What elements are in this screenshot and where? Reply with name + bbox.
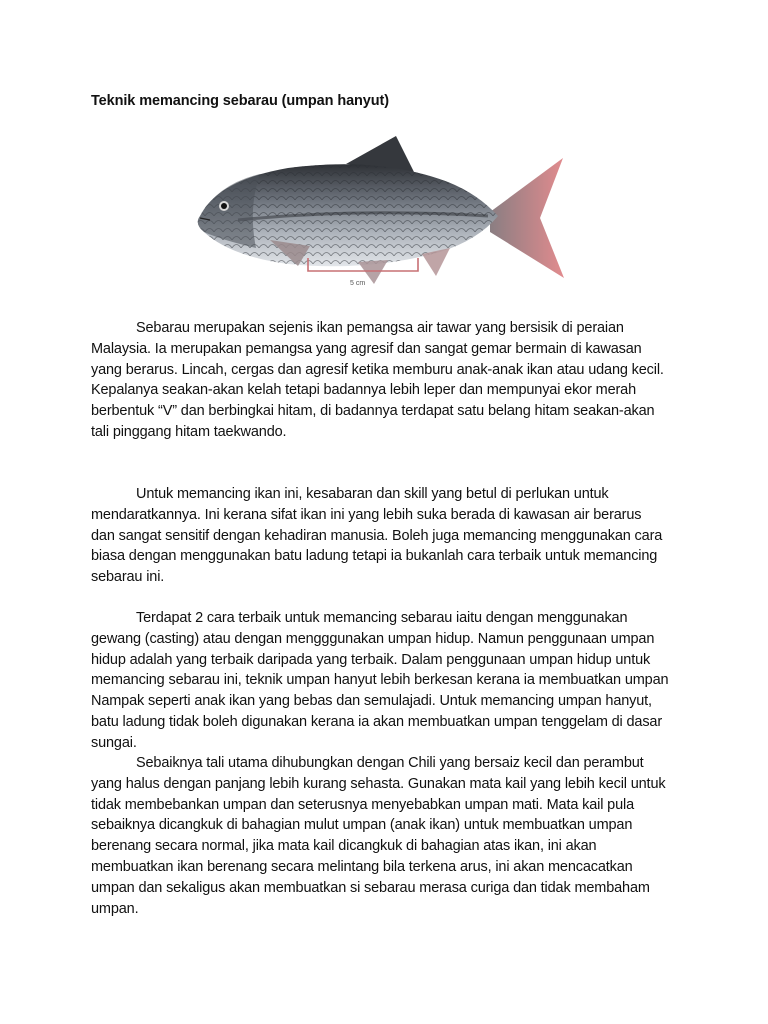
paragraph-2	[91, 484, 691, 588]
paragraph-line: sebaiknya dicangkuk di bahagian mulut umpan (anak ikan) untuk membuatkan umpan	[91, 817, 633, 834]
scale-label: 5 cm	[350, 280, 366, 287]
paragraph-line: Untuk memancing ikan ini, kesabaran dan skill yang betul di perlukan untuk	[136, 486, 609, 502]
paragraph-line: sungai.	[91, 734, 137, 751]
paragraph-line: umpan dan sekaligus akan membuatkan si sebarau merasa curiga dan tidak membaham	[91, 879, 650, 896]
paragraph-line: tali pinggang hitam taekwando.	[91, 423, 287, 440]
paragraph-line: berenang secara normal, jika mata kail dicangkuk di bahagian atas ikan, ini akan	[91, 838, 597, 855]
paragraph-line: yang halus dengan panjang lebih kurang sehasta. Gunakan mata kail yang lebih kecil untuk	[91, 775, 666, 792]
paragraph-line: Sebaiknya tali utama dihubungkan dengan Chili yang bersaiz kecil dan perambut	[136, 755, 644, 771]
paragraph-line: Terdapat 2 cara terbaik untuk memancing sebarau iaitu dengan menggunakan	[136, 610, 628, 626]
paragraph-line: sebarau ini.	[91, 569, 165, 586]
page-title: Teknik memancing sebarau (umpan hanyut)	[91, 93, 389, 109]
paragraph-line: umpan.	[91, 900, 139, 917]
paragraph-line: berbentuk “V” dan berbingkai hitam, di badannya terdapat satu belang hitam seakan-akan	[91, 403, 655, 420]
paragraph-line: hidup adalah yang terbaik daripada yang terbaik. Dalam penggunaan umpan hidup untuk	[91, 651, 651, 668]
paragraph-line: memancing sebarau ini, teknik umpan hanyut lebih berkesan kerana ia membuatkan umpan	[91, 672, 669, 689]
paragraph-line: gewang (casting) atau dengan mengggunakan umpan hidup. Namun penggunaan umpan	[91, 630, 655, 647]
paragraph-line: tidak membebankan umpan dan seterusnya menyebabkan umpan mati. Mata kail pula	[91, 796, 634, 813]
paragraph-line: Nampak seperti anak ikan yang bebas dan semulajadi. Untuk memancing umpan hanyut,	[91, 693, 652, 710]
paragraph-1	[91, 318, 691, 443]
fish-illustration-icon	[178, 128, 568, 300]
paragraph-line: membuatkan ikan berenang secara melintang bila terkena arus, ini akan mencacatkan	[91, 858, 633, 875]
paragraph-line: Sebarau merupakan sejenis ikan pemangsa air tawar yang bersisik di peraian	[136, 320, 624, 336]
paragraph-line: yang berarus. Lincah, cergas dan agresif ketika memburu anak-anak ikan atau udang kecil.	[91, 361, 664, 378]
paragraph-line: biasa dengan menggunakan batu ladung tetapi ia bukanlah cara terbaik untuk memancing	[91, 548, 658, 565]
paragraph-3	[91, 608, 691, 754]
paragraph-line: batu ladung tidak boleh digunakan kerana ia akan membuatkan umpan tenggelam di dasar	[91, 713, 663, 730]
fish-figure	[178, 128, 568, 300]
paragraph-line: Malaysia. Ia merupakan pemangsa yang agresif dan sangat gemar bermain di kawasan	[91, 340, 642, 357]
paragraph-line: mendaratkannya. Ini kerana sifat ikan ini yang lebih suka berada di kawasan air berarus	[91, 506, 642, 523]
paragraph-4	[91, 753, 691, 919]
paragraph-line: dan sangat sensitif dengan kehadiran manusia. Boleh juga memancing menggunakan cara	[91, 527, 663, 544]
paragraph-line: Kepalanya seakan-akan kelah tetapi badannya lebih leper dan mempunyai ekor merah	[91, 382, 637, 399]
